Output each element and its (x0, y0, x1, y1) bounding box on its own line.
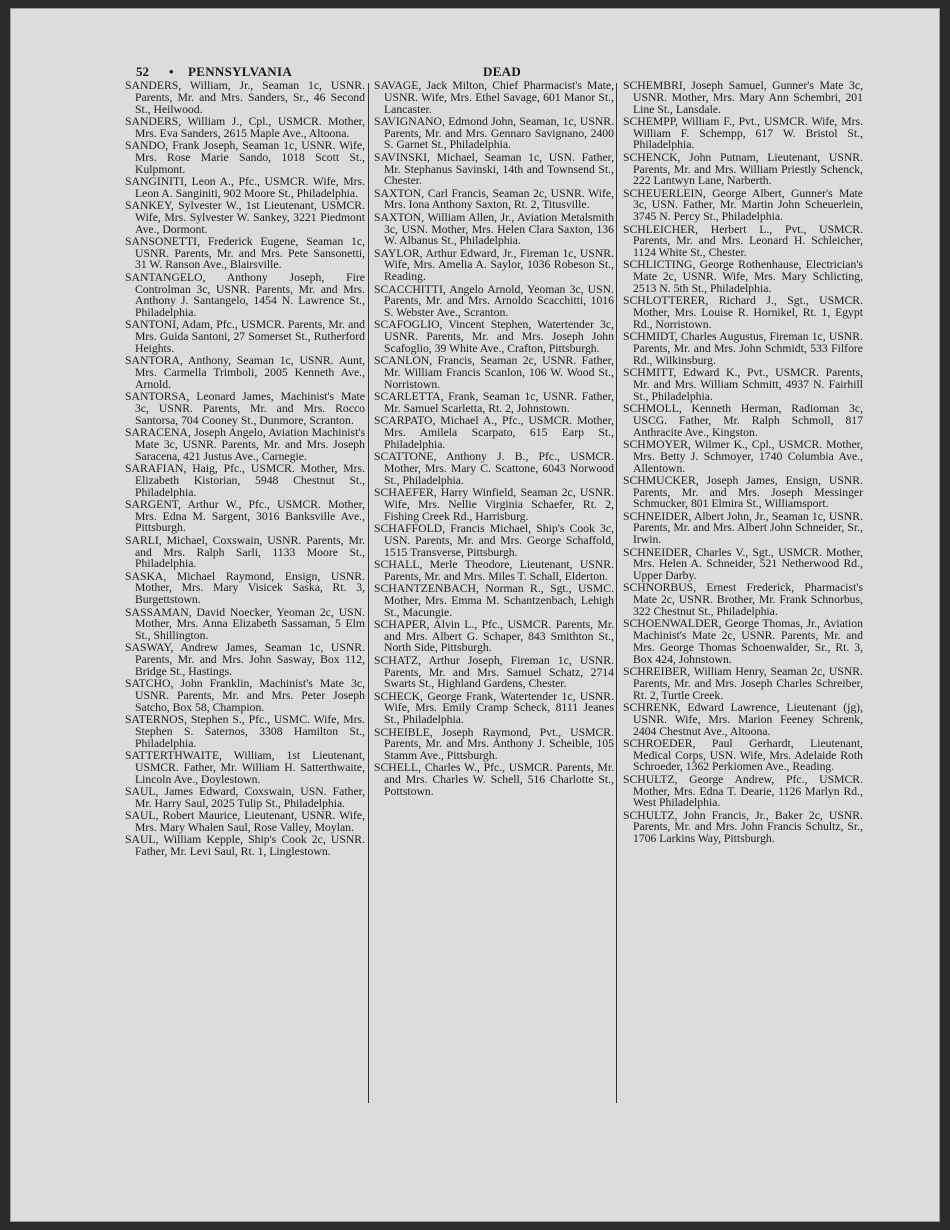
casualty-entry: SCHMOYER, Wilmer K., Cpl., USMCR. Mother, Mrs. Betty J. Schmoyer, 1740 Columbia Ave., Allentown. (623, 437, 863, 475)
casualty-entry: SCHECK, George Frank, Watertender 1c, USNR. Wife, Mrs. Emily Cramp Scheck, 8111 Jeanes St., Philadelphia. (374, 689, 614, 727)
casualty-entry: SAVINSKI, Michael, Seaman 1c, USN. Father, Mr. Stephanus Savinski, 14th and Townsend St., Chester. (374, 150, 614, 188)
casualty-entry: SCHLOTTERER, Richard J., Sgt., USMCR. Mother, Mrs. Louise R. Hornikel, Rt. 1, Egypt Rd., Norristown. (623, 294, 863, 331)
casualty-entry: SCHMIDT, Charles Augustus, Fireman 1c, USNR. Parents, Mr. and Mrs. John Schmidt, 533 Filfore Rd., Wilkinsburg. (623, 330, 863, 367)
casualty-entry: SCHEIBLE, Joseph Raymond, Pvt., USMCR. Parents, Mr. and Mrs. Anthony J. Scheible, 105 Stamm Ave., Pittsburgh. (374, 725, 614, 763)
casualty-entry: SANTORSA, Leonard James, Machinist's Mate 3c, USNR. Parents, Mr. and Mrs. Rocco Santorsa, 704 Cooney St., Dunmore, Scranton. (125, 390, 365, 427)
casualty-entry: SCHNEIDER, Albert John, Jr., Seaman 1c, USNR. Parents, Mr. and Mrs. Albert John Schneider, Sr., Irwin. (623, 509, 863, 547)
casualty-entry: SCHEMPP, William F., Pvt., USMCR. Wife, Mrs. William F. Schempp, 617 W. Bristol St., Philadelphia. (623, 114, 863, 152)
casualty-entry: SCHMUCKER, Joseph James, Ensign, USNR. Parents, Mr. and Mrs. Joseph Messinger Schmucker, 801 Elmira St., Williamsport. (623, 473, 863, 511)
column-1 (125, 80, 365, 858)
casualty-entry: SATERNOS, Stephen S., Pfc., USMC. Wife, Mrs. Stephen S. Saternos, 3308 Hamilton St., Philadelphia. (125, 713, 365, 750)
casualty-entry: SCHNEIDER, Charles V., Sgt., USMCR. Mother, Mrs. Helen A. Schneider, 521 Netherwood Rd., Upper Darby. (623, 545, 863, 583)
casualty-entry: SCHELL, Charles W., Pfc., USMCR. Parents, Mr. and Mrs. Charles W. Schell, 516 Charlotte St., Pottstown. (374, 761, 614, 799)
casualty-entry: SCHENCK, John Putnam, Lieutenant, USNR. Parents, Mr. and Mrs. William Priestly Schenck, 222 Lantwyn Lane, Narberth. (623, 150, 863, 188)
casualty-entry: SAUL, Robert Maurice, Lieutenant, USNR. Wife, Mrs. Mary Whalen Saul, Rose Valley, Moylan. (125, 809, 365, 834)
casualty-entry: SCHROEDER, Paul Gerhardt, Lieutenant, Medical Corps, USN. Wife, Mrs. Adelaide Roth Schroeder, 1362 Perkiomen Ave., Reading. (623, 736, 863, 774)
casualty-entry: SCHRENK, Edward Lawrence, Lieutenant (jg), USNR. Wife, Mrs. Marion Feeney Schrenk, 2404 Chestnut Ave., Altoona. (623, 700, 863, 738)
casualty-entry: SCARLETTA, Frank, Seaman 1c, USNR. Father, Mr. Samuel Scarletta, Rt. 2, Johnstown. (374, 390, 614, 416)
casualty-entry: SARGENT, Arthur W., Pfc., USMCR. Mother, Mrs. Edna M. Sargent, 3016 Banksville Ave., Pittsburgh. (125, 497, 365, 535)
header-bullet: • (169, 64, 174, 79)
casualty-entry: SCHLEICHER, Herbert L., Pvt., USMCR. Parents, Mr. and Mrs. Leonard H. Schleicher, 1124 White St., Chester. (623, 222, 863, 260)
column-divider (368, 83, 369, 1103)
header-state: PENNSYLVANIA (188, 64, 293, 79)
column-3 (623, 80, 863, 846)
casualty-entry: SANSONETTI, Frederick Eugene, Seaman 1c, USNR. Parents, Mr. and Mrs. Pete Sansonetti, 31 W. Ranson Ave., Blairsville. (125, 234, 365, 272)
casualty-entry: SARACENA, Joseph Angelo, Aviation Machinist's Mate 3c, USNR. Parents, Mr. and Mrs. Joseph Saracena, 421 Justus Ave., Carnegie. (125, 426, 365, 463)
casualty-entry: SATTERTHWAITE, William, 1st Lieutenant, USMCR. Father, Mr. William H. Satterthwaite, Lincoln Ave., Doylestown. (125, 749, 365, 786)
casualty-entry: SANTONI, Adam, Pfc., USMCR. Parents, Mr. and Mrs. Guida Santoni, 27 Somerset St., Rutherford Heights. (125, 318, 365, 356)
casualty-entry: SCHANTZENBACH, Norman R., Sgt., USMC. Mother, Mrs. Emma M. Schantzenbach, Lehigh St., Macungie. (374, 581, 614, 619)
casualty-entry: SANDERS, William J., Cpl., USMCR. Mother, Mrs. Eva Sanders, 2615 Maple Ave., Altoona. (125, 114, 365, 140)
casualty-entry: SCANLON, Francis, Seaman 2c, USNR. Father, Mr. William Francis Scanlon, 106 W. Wood St., Norristown. (374, 354, 614, 391)
casualty-entry: SCHOENWALDER, George Thomas, Jr., Aviation Machinist's Mate 2c, USNR. Parents, Mr. and Mrs. George Thomas Schoenwalder, Sr., Rt. 3, Box 424, Johnstown. (623, 617, 863, 666)
casualty-entry: SASSAMAN, David Noecker, Yeoman 2c, USN. Mother, Mrs. Anna Elizabeth Sassaman, 5 Elm St., Shillington. (125, 605, 365, 643)
casualty-entry: SANDO, Frank Joseph, Seaman 1c, USNR. Wife, Mrs. Rose Marie Sando, 1018 Scott St., Kulpmont. (125, 138, 365, 176)
casualty-entry: SASKA, Michael Raymond, Ensign, USNR. Mother, Mrs. Mary Visicek Saska, Rt. 3, Burgettstown. (125, 569, 365, 607)
casualty-entry: SCHMITT, Edward K., Pvt., USMCR. Parents, Mr. and Mrs. William Schmitt, 4937 N. Fairhill St., Philadelphia. (623, 366, 863, 403)
casualty-entry: SCHEUERLEIN, George Albert, Gunner's Mate 3c, USN. Father, Mr. Martin John Scheuerlein, 3745 N. Percy St., Philadelphia. (623, 186, 863, 224)
casualty-entry: SAVIGNANO, Edmond John, Seaman, 1c, USNR. Parents, Mr. and Mrs. Gennaro Savignano, 2400 S. Garnet St., Philadelphia. (374, 114, 614, 152)
casualty-entry: SAUL, James Edward, Coxswain, USN. Father, Mr. Harry Saul, 2025 Tulip St., Philadelphia. (125, 785, 365, 810)
header-section: DEAD (483, 64, 522, 79)
column-2 (374, 80, 614, 798)
casualty-entry: SAYLOR, Arthur Edward, Jr., Fireman 1c, USNR. Wife, Mrs. Amelia A. Saylor, 1036 Robeson St., Reading. (374, 246, 614, 284)
casualty-entry: SAXTON, William Allen, Jr., Aviation Metalsmith 3c, USN. Mother, Mrs. Helen Clara Saxton, 136 W. Albanus St., Philadelphia. (374, 210, 614, 248)
column-divider (616, 83, 617, 1103)
casualty-entry: SANTANGELO, Anthony Joseph, Fire Controlman 3c, USNR. Parents, Mr. and Mrs. Anthony J. Santangelo, 1454 N. Lawrence St., Philadelphia. (125, 270, 365, 320)
casualty-entry: SCACCHITTI, Angelo Arnold, Yeoman 3c, USN. Parents, Mr. and Mrs. Arnoldo Scacchitti, 1016 S. Webster Ave., Scranton. (374, 282, 614, 320)
page-number: 52 (136, 64, 149, 79)
casualty-entry: SCAFOGLIO, Vincent Stephen, Watertender 3c, USNR. Parents, Mr. and Mrs. Joseph John Scafoglio, 39 White Ave., Crafton, Pittsburgh. (374, 318, 614, 356)
casualty-entry: SAXTON, Carl Francis, Seaman 2c, USNR. Wife, Mrs. Iona Anthony Saxton, Rt. 2, Titusville. (374, 186, 614, 212)
casualty-entry: SCHAPER, Alvin L., Pfc., USMCR. Parents, Mr. and Mrs. Albert G. Schaper, 843 Smithton St., North Side, Pittsburgh. (374, 617, 614, 655)
casualty-entry: SCHATZ, Arthur Joseph, Fireman 1c, USNR. Parents, Mr. and Mrs. Samuel Schatz, 2714 Swarts St., Highland Gardens, Chester. (374, 653, 614, 691)
casualty-entry: SCHNORBUS, Ernest Frederick, Pharmacist's Mate 2c, USNR. Brother, Mr. Frank Schnorbus, 322 Chestnut St., Philadelphia. (623, 581, 863, 619)
casualty-entry: SCHAEFER, Harry Winfield, Seaman 2c, USNR. Wife, Mrs. Nellie Virginia Schaefer, Rt. 2, Fishing Creek Rd., Harrisburg. (374, 486, 614, 523)
casualty-entry: SANTORA, Anthony, Seaman 1c, USNR. Aunt, Mrs. Carmella Trimboli, 2005 Kenneth Ave., Arnold. (125, 354, 365, 391)
casualty-entry: SCHLICTING, George Rothenhause, Electrician's Mate 2c, USNR. Wife, Mrs. Mary Schlicting, 2513 N. 5th St., Philadelphia. (623, 258, 863, 296)
casualty-entry: SCHALL, Merle Theodore, Lieutenant, USNR. Parents, Mr. and Mrs. Miles T. Schall, Elderton. (374, 557, 614, 583)
casualty-entry: SARLI, Michael, Coxswain, USNR. Parents, Mr. and Mrs. Ralph Sarli, 1133 Moore St., Philadelphia. (125, 533, 365, 571)
casualty-entry: SCHULTZ, George Andrew, Pfc., USMCR. Mother, Mrs. Edna T. Dearie, 1126 Marlyn Rd., West Philadelphia. (623, 772, 863, 810)
casualty-entry: SASWAY, Andrew James, Seaman 1c, USNR. Parents, Mr. and Mrs. John Sasway, Box 112, Bridge St., Hastings. (125, 641, 365, 679)
casualty-entry: SCHAFFOLD, Francis Michael, Ship's Cook 3c, USN. Parents, Mr. and Mrs. George Schaffold, 1515 Transverse, Pittsburgh. (374, 521, 614, 559)
casualty-entry: SCHULTZ, John Francis, Jr., Baker 2c, USNR. Parents, Mr. and Mrs. John Francis Schultz, Sr., 1706 Larkins Way, Pittsburgh. (623, 808, 863, 846)
casualty-entry: SCARPATO, Michael A., Pfc., USMCR. Mother, Mrs. Amilela Scarpato, 615 Earp St., Philadelphia. (374, 414, 614, 451)
casualty-entry: SAVAGE, Jack Milton, Chief Pharmacist's Mate, USNR. Wife, Mrs. Ethel Savage, 601 Manor St., Lancaster. (374, 79, 614, 116)
casualty-entry: SCATTONE, Anthony J. B., Pfc., USMCR. Mother, Mrs. Mary C. Scattone, 6043 Norwood St., Philadelphia. (374, 450, 614, 487)
casualty-entry: SAUL, William Kepple, Ship's Cook 2c, USNR. Father, Mr. Levi Saul, Rt. 1, Linglestown. (125, 833, 365, 858)
casualty-entry: SARAFIAN, Haig, Pfc., USMCR. Mother, Mrs. Elizabeth Kistorian, 5948 Chestnut St., Philadelphia. (125, 462, 365, 499)
casualty-entry: SCHREIBER, William Henry, Seaman 2c, USNR. Parents, Mr. and Mrs. Joseph Charles Schreiber, Rt. 2, Turtle Creek. (623, 665, 863, 702)
casualty-entry: SATCHO, John Franklin, Machinist's Mate 3c, USNR. Parents, Mr. and Mrs. Peter Joseph Satcho, Box 58, Champion. (125, 677, 365, 714)
casualty-entry: SANKEY, Sylvester W., 1st Lieutenant, USMCR. Wife, Mrs. Sylvester W. Sankey, 3221 Piedmont Ave., Dormont. (125, 198, 365, 236)
casualty-entry: SANDERS, William, Jr., Seaman 1c, USNR. Parents, Mr. and Mrs. Sanders, Sr., 46 Second St., Heilwood. (125, 79, 365, 116)
casualty-entry: SCHEMBRI, Joseph Samuel, Gunner's Mate 3c, USNR. Mother, Mrs. Mary Ann Schembri, 201 Line St., Lansdale. (623, 79, 863, 116)
casualty-entry: SCHMOLL, Kenneth Herman, Radioman 3c, USCG. Father, Mr. Ralph Schmoll, 817 Anthracite Ave., Kingston. (623, 402, 863, 439)
casualty-entry: SANGINITI, Leon A., Pfc., USMCR. Wife, Mrs. Leon A. Sanginiti, 902 Moore St., Philadelphia. (125, 174, 365, 200)
